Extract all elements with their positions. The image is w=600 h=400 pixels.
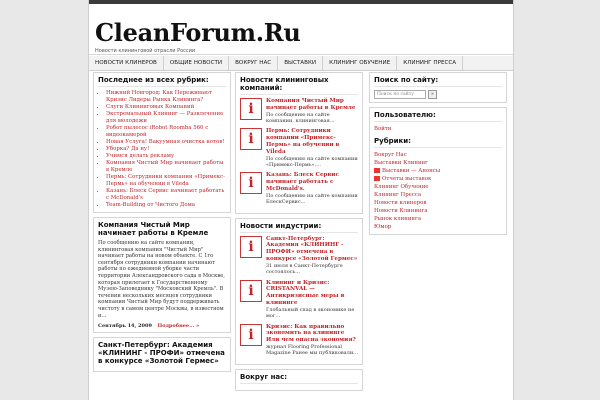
rubric-link[interactable]: Клининг Обучение xyxy=(374,184,429,190)
middle-column xyxy=(235,72,363,395)
search-form xyxy=(374,90,502,99)
read-more-link[interactable]: Подробнее... » xyxy=(157,323,200,330)
search-box xyxy=(369,72,507,103)
user-box xyxy=(369,107,507,235)
news-title[interactable]: Компания Чистый Мир начинает работы в Кремле xyxy=(266,98,356,111)
user-title: Пользователю: xyxy=(374,111,502,122)
news-item xyxy=(240,128,358,168)
rubric-link-sub[interactable]: Отчеты выставок xyxy=(374,175,502,183)
news-item xyxy=(240,98,358,124)
login-link[interactable]: Войти xyxy=(374,126,392,132)
news-title[interactable]: Кризис: Как правильно экономить на клининге Или чем опасна экономия? xyxy=(266,323,356,344)
news-title[interactable]: Казань: Блеск Сервис начинает работать с McDonald's. xyxy=(266,172,339,192)
main-nav xyxy=(89,55,513,71)
rss-icon xyxy=(374,168,380,173)
nav-item-cleaners-news[interactable]: НОВОСТИ КЛИНЕРОВ xyxy=(89,56,164,70)
post-excerpt: По сообщению на сайте компании, клининговая компания "Чистый Мир" начинает работы на новом объекте. С 1го сентября сотрудники компании начинают работы по ежедневной уборке части территории Александровского сада в Москве, которая прилегает к Государственному Музею-Заповеднику "Московский Кремль". В течении нескольких месяцев сотрудники компании Чистый Мир будут поддерживать чистоту в самом центре Москвы, в известном и... xyxy=(98,240,225,319)
post-date: Сентябрь 14, 2009 xyxy=(98,323,152,330)
news-excerpt: журнал Flooring Professional Magazine Ранее мы публиковали... xyxy=(266,344,358,357)
rubric-link[interactable]: Рынок клининга xyxy=(374,216,422,222)
rubric-link[interactable]: Новости Клининга xyxy=(374,208,428,214)
info-icon: i xyxy=(240,324,262,346)
post-title[interactable]: Компания Чистый Мир начинает работы в Кремле xyxy=(98,221,209,237)
latest-item[interactable]: • Пермь: Сотрудники компании «Примекс-Пермь» на обучении в Vileda xyxy=(106,174,226,188)
rubric-link[interactable]: Клининг Пресса xyxy=(374,192,422,198)
news-excerpt: По сообщению на сайте компании БлескСервис... xyxy=(266,192,358,206)
news-excerpt: 31 июля в Санкт-Петербурге состоялось... xyxy=(266,262,343,276)
second-post xyxy=(93,337,231,372)
news-item xyxy=(240,324,358,357)
latest-item[interactable]: • Нижний Новгород: Как Переживают Кризис Лидеры Рынка Клининга? xyxy=(106,90,226,104)
featured-post xyxy=(93,217,231,333)
industry-news-title: Новости индустрии: xyxy=(240,222,358,233)
news-excerpt: По сообщению на сайте компании «Примекс-Пермь»,... xyxy=(266,155,358,168)
around-us-box xyxy=(235,369,363,391)
page xyxy=(88,0,514,400)
latest-box xyxy=(93,72,231,213)
latest-title: Последнее из всех рубрик: xyxy=(98,76,226,87)
nav-item-cleaning-training[interactable]: КЛИНИНГ ОБУЧЕНИЕ xyxy=(323,56,397,70)
latest-item[interactable]: • Уборка? Да ну! xyxy=(106,146,226,153)
latest-item[interactable]: • Учимся делать рекламу xyxy=(106,153,226,160)
search-title: Поиск по сайту: xyxy=(374,76,502,87)
info-icon: i xyxy=(240,128,262,150)
news-item xyxy=(240,172,358,205)
rubric-link[interactable]: Юмор xyxy=(374,224,392,230)
rubrics-title: Рубрики: xyxy=(374,137,502,148)
site-header xyxy=(89,4,513,55)
rubric-link[interactable]: Выставки Клининг xyxy=(374,160,428,166)
around-us-title: Вокруг нас: xyxy=(240,373,358,384)
info-icon: i xyxy=(240,236,262,258)
news-title[interactable]: Пермь: Сотрудники компании «Примекс-Пермь» на обучении в Vileda xyxy=(266,128,340,155)
nav-item-exhibitions[interactable]: ВЫСТАВКИ xyxy=(278,56,323,70)
user-links xyxy=(374,125,502,133)
nav-item-around-us[interactable]: ВОКРУГ НАС xyxy=(229,56,278,70)
latest-item[interactable]: • Слуги Клининговых Компаний xyxy=(106,104,226,111)
info-icon: i xyxy=(240,172,262,194)
latest-item[interactable]: • Казань: Блеск Сервис начинает работать с McDonald's xyxy=(106,188,226,202)
site-logo[interactable]: CleanForum.Ru xyxy=(95,18,301,47)
latest-list xyxy=(98,90,226,209)
post-meta xyxy=(98,323,226,329)
site-tagline: Новости клининговой отрасли России xyxy=(95,48,196,54)
left-column xyxy=(93,72,231,376)
news-item xyxy=(240,236,358,276)
rubrics-list xyxy=(374,151,502,231)
latest-item[interactable]: • Компания Чистый Мир начинает работы в Кремле xyxy=(106,160,226,174)
nav-item-cleaning-press[interactable]: КЛИНИНГ ПРЕССА xyxy=(397,56,463,70)
industry-news-box xyxy=(235,218,363,365)
news-excerpt: По сообщению на сайте компании, клининговая... xyxy=(266,111,335,124)
news-item xyxy=(240,280,358,320)
rss-icon xyxy=(374,176,380,181)
right-column xyxy=(369,72,507,239)
rubric-link-sub[interactable]: Выставки — Анонсы xyxy=(374,167,502,175)
company-news-box xyxy=(235,72,363,214)
latest-item[interactable]: • Робот пылесос iRobot Roomba 560 с видеокамерой xyxy=(106,125,226,139)
latest-item[interactable]: • Новая Услуга! Вакуумная очистка котов! xyxy=(106,139,226,146)
info-icon: i xyxy=(240,280,262,302)
news-title[interactable]: Клининг и Кризис: CRISTANVAL — Антикризисные меры в клининге xyxy=(266,279,345,306)
post-title[interactable]: Санкт-Петербург: Академия «КЛИНИНГ - ПРОФИ» отмечена в конкурсе «Золотой Гермес» xyxy=(98,341,225,366)
company-news-title: Новости клининговых компаний: xyxy=(240,76,358,95)
news-excerpt: Глобальный спад в экономике не мог... xyxy=(266,306,355,320)
latest-item[interactable]: • Экстремальный Клининг — Развлечение для молодежи xyxy=(106,111,226,125)
search-button[interactable]: » xyxy=(428,90,437,99)
rubric-link[interactable]: Новости клинеров xyxy=(374,200,427,206)
info-icon: i xyxy=(240,98,262,120)
rubric-link[interactable]: Вокруг Нас xyxy=(374,152,407,158)
nav-item-general-news[interactable]: ОБЩИЕ НОВОСТИ xyxy=(164,56,229,70)
news-title[interactable]: Санкт-Петербург: Академия «КЛИНИНГ - ПРОФИ» отмечена в конкурсе «Золотой Гермес» xyxy=(266,235,358,262)
search-input[interactable]: Поиск по сайту xyxy=(374,90,426,99)
latest-item[interactable]: • Team-Building от Чистого Дома xyxy=(106,202,226,209)
